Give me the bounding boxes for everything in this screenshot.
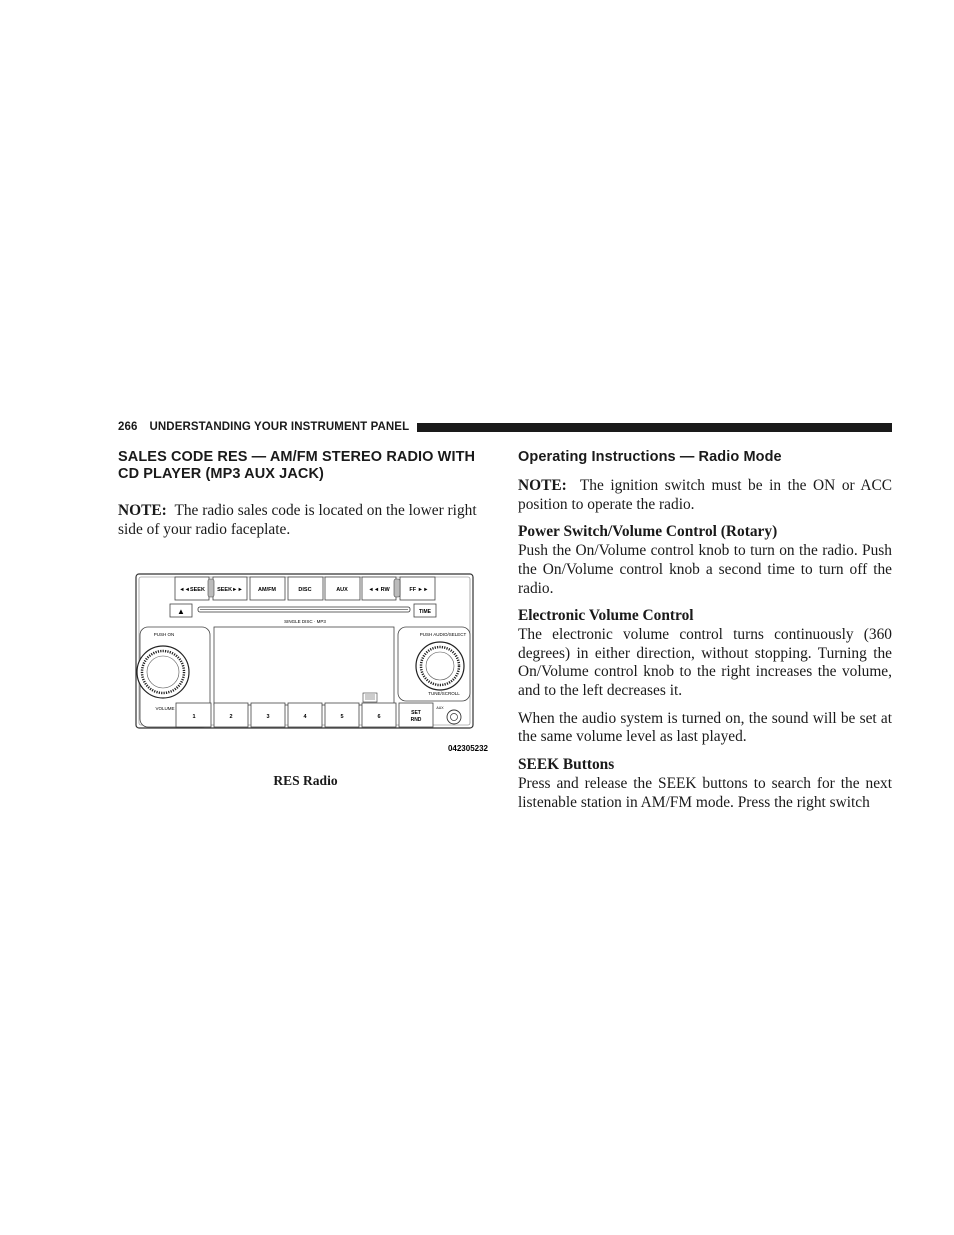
ignition-note-text: The ignition switch must be in the ON or ACC position to operate the radio. (518, 477, 892, 513)
push-on-label: PUSH ON (153, 632, 175, 638)
preset-1: 1 (192, 714, 196, 721)
page-header (118, 418, 892, 436)
eject-icon: ▲ (177, 607, 185, 617)
seek-heading: SEEK Buttons (518, 756, 615, 774)
audio-text: When the audio system is turned on, the sound will be set at the same volume level as last played. (518, 709, 892, 746)
preset-6: 6 (377, 714, 381, 721)
image-code: 042305232 (447, 744, 488, 754)
set-label-2: RND (410, 717, 422, 724)
figure-caption: RES Radio (273, 773, 338, 789)
btn-ff: FF ►► (409, 587, 429, 594)
note-label: NOTE: (118, 502, 167, 519)
preset-5: 5 (340, 714, 344, 721)
header-rule (417, 423, 892, 432)
radio-faceplate-illustration (118, 565, 493, 765)
volume-heading: Electronic Volume Control (518, 607, 694, 625)
page-number: 266 (118, 421, 138, 433)
preset-2: 2 (229, 714, 233, 721)
radio-mode-heading: Operating Instructions — Radio Mode (518, 449, 782, 465)
time-label: TIME (419, 609, 431, 616)
right-column (518, 449, 892, 812)
set-label-1: SET (411, 710, 421, 717)
btn-seek-back: ◄◄SEEK (179, 587, 205, 594)
btn-seek-fwd: SEEK►► (217, 587, 243, 594)
btn-disc: DISC (298, 587, 312, 594)
seek-text: Press and release the SEEK buttons to search for the next listenable station in AM/FM mode. Press the right switch (518, 774, 892, 811)
volume-label: VOLUME (155, 706, 175, 712)
ignition-note-label: NOTE: (518, 477, 567, 494)
aux-jack-label: AUX (436, 706, 444, 711)
preset-4: 4 (303, 714, 307, 721)
section-heading: SALES CODE RES — AM/FM STEREO RADIO WITH CD PLAYER (MP3 AUX JACK) (118, 449, 476, 482)
volume-text: The electronic volume control turns continuously (360 degrees) in either direction, without stopping. Turning the On/Volume control knob to the right increases the volume, and to the left decreases it. (518, 625, 892, 700)
power-heading: Power Switch/Volume Control (Rotary) (518, 523, 778, 541)
ignition-note (518, 477, 892, 514)
preset-row (176, 703, 433, 727)
note-text: The radio sales code is located on the lower right side of your radio faceplate. (118, 502, 477, 538)
tune-label: TUNE/SCROLL (428, 691, 460, 697)
note-paragraph (118, 502, 493, 539)
preset-3: 3 (266, 714, 270, 721)
section-title: UNDERSTANDING YOUR INSTRUMENT PANEL (149, 421, 410, 433)
radio-figure (118, 565, 493, 765)
btn-amfm: AM/FM (257, 587, 277, 594)
power-text: Push the On/Volume control knob to turn on the radio. Push the On/Volume control knob a second time to turn off the radio. (518, 542, 892, 597)
left-column (118, 449, 493, 789)
btn-aux: AUX (336, 587, 348, 594)
btn-rw: ◄◄ RW (368, 587, 390, 594)
slot-label: SINGLE DISC · MP3 (284, 619, 326, 625)
top-button-row (175, 577, 435, 600)
push-audio-label: PUSH AUDIO/SELECT (419, 632, 467, 638)
